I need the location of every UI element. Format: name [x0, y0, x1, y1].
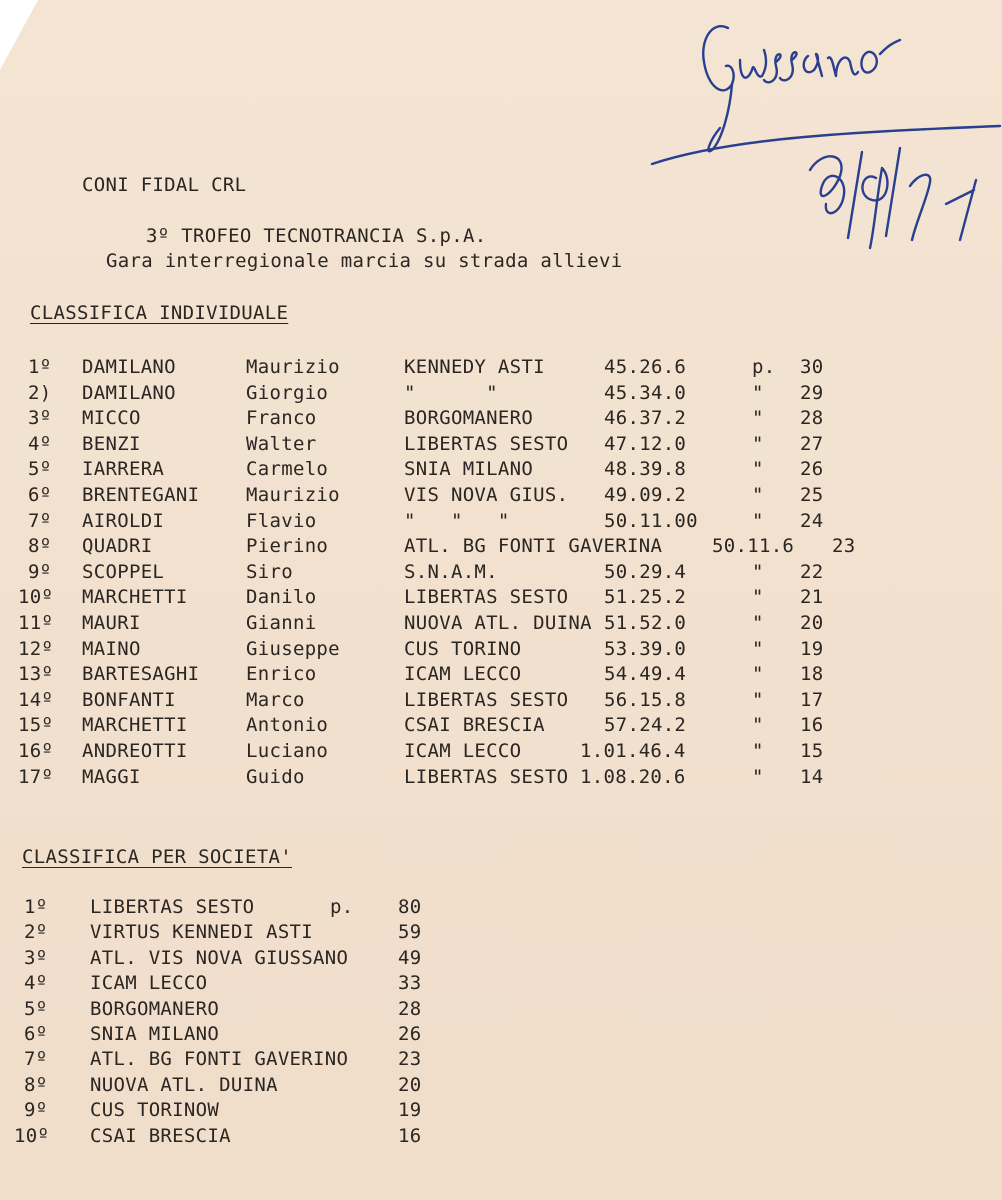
individual-club: LIBERTAS SESTO [404, 688, 569, 711]
society-club: LIBERTAS SESTO [90, 896, 255, 918]
individual-name: Carmelo [246, 458, 329, 481]
individual-pos: 8º [28, 535, 52, 558]
society-points: 33 [398, 972, 422, 995]
individual-name: Maurizio [246, 356, 340, 378]
society-points: 23 [398, 1048, 422, 1071]
individual-pos: 4º [28, 432, 52, 455]
society-club: NUOVA ATL. DUINA [90, 1073, 278, 1096]
society-points: 49 [398, 946, 422, 969]
individual-club: S.N.A.M. [404, 560, 498, 583]
handwritten-date [810, 148, 976, 248]
society-pos: 6º [24, 1023, 48, 1045]
individual-club: " " [404, 381, 498, 404]
society-points: 59 [398, 921, 422, 944]
individual-heading: CLASSIFICA INDIVIDUALE [30, 302, 289, 324]
society-points: 80 [398, 896, 422, 918]
individual-club: LIBERTAS SESTO [404, 432, 569, 455]
individual-p: " [752, 586, 764, 609]
individual-points: 30 [800, 356, 824, 378]
header-org: CONI FIDAL CRL [82, 174, 247, 196]
individual-club: SNIA MILANO [404, 458, 534, 481]
society-pos: 4º [24, 972, 48, 995]
individual-surname: MAGGI [82, 765, 141, 788]
individual-surname: SCOPPEL [82, 560, 165, 583]
document-subtitle: Gara interregionale marcia su strada allievi [106, 250, 623, 272]
individual-time: 53.39.0 [604, 637, 687, 660]
individual-p: " [752, 612, 764, 634]
folded-corner [0, 0, 38, 70]
individual-p: " [752, 432, 764, 455]
individual-pos: 11º [18, 612, 54, 634]
individual-surname: BARTESAGHI [82, 663, 200, 686]
individual-pos: 13º [18, 663, 54, 686]
individual-club: VIS NOVA GIUS. [404, 484, 569, 506]
individual-p: " [752, 381, 764, 404]
individual-club: BORGOMANERO [404, 407, 534, 430]
society-club: BORGOMANERO [90, 997, 220, 1020]
individual-time: 57.24.2 [604, 714, 687, 737]
society-heading: CLASSIFICA PER SOCIETA' [22, 846, 292, 868]
individual-pos: 14º [18, 688, 54, 711]
society-club: SNIA MILANO [90, 1023, 220, 1045]
society-p: p. [330, 896, 354, 918]
individual-name: Siro [246, 560, 293, 583]
individual-points: 19 [800, 637, 824, 660]
society-pos: 10º [14, 1124, 50, 1147]
society-pos: 7º [24, 1048, 48, 1071]
individual-pos: 16º [18, 740, 54, 762]
individual-club: CSAI BRESCIA [404, 714, 545, 737]
individual-p: " [752, 637, 764, 660]
individual-surname: MARCHETTI [82, 586, 188, 609]
individual-p: p. [752, 356, 776, 378]
individual-points: 16 [800, 714, 824, 737]
individual-name: Luciano [246, 740, 329, 762]
individual-points: 24 [800, 509, 824, 532]
individual-time: 50.11.6 [712, 535, 795, 558]
society-club: ATL. VIS NOVA GIUSSANO [90, 946, 349, 969]
individual-club: ICAM LECCO [404, 663, 522, 686]
individual-points: 14 [800, 765, 824, 788]
individual-p: " [752, 509, 764, 532]
individual-time: 47.12.0 [604, 432, 687, 455]
individual-p: " [752, 714, 764, 737]
individual-points: 15 [800, 740, 824, 762]
individual-club: KENNEDY ASTI [404, 356, 545, 378]
individual-time: 51.25.2 [604, 586, 687, 609]
individual-p: " [752, 688, 764, 711]
individual-name: Walter [246, 432, 317, 455]
individual-p: " [752, 765, 764, 788]
individual-name: Guido [246, 765, 305, 788]
individual-surname: BONFANTI [82, 688, 176, 711]
individual-surname: BRENTEGANI [82, 484, 200, 506]
individual-p: " [752, 740, 764, 762]
individual-pos: 12º [18, 637, 54, 660]
individual-time: 56.15.8 [604, 688, 687, 711]
individual-pos: 6º [28, 484, 52, 506]
individual-name: Marco [246, 688, 305, 711]
society-pos: 2º [24, 921, 48, 944]
individual-surname: MICCO [82, 407, 141, 430]
individual-club: NUOVA ATL. DUINA [404, 612, 592, 634]
individual-club: LIBERTAS SESTO [404, 765, 569, 788]
society-pos: 3º [24, 946, 48, 969]
individual-pos: 3º [28, 407, 52, 430]
society-points: 16 [398, 1124, 422, 1147]
society-pos: 9º [24, 1099, 48, 1122]
individual-surname: BENZI [82, 432, 141, 455]
individual-club: " " " [404, 509, 510, 532]
individual-p: " [752, 458, 764, 481]
society-points: 20 [398, 1073, 422, 1096]
society-club: CUS TORINOW [90, 1099, 220, 1122]
individual-time: 50.11.00 [604, 509, 698, 532]
individual-club: ICAM LECCO [404, 740, 522, 762]
individual-name: Gianni [246, 612, 317, 634]
individual-name: Antonio [246, 714, 329, 737]
society-pos: 8º [24, 1073, 48, 1096]
individual-pos: 2) [28, 381, 52, 404]
individual-name: Danilo [246, 586, 317, 609]
individual-time: 51.52.0 [604, 612, 687, 634]
society-pos: 5º [24, 997, 48, 1020]
individual-time: 49.09.2 [604, 484, 687, 506]
individual-name: Flavio [246, 509, 317, 532]
individual-p: " [752, 560, 764, 583]
individual-surname: MAURI [82, 612, 141, 634]
individual-pos: 7º [28, 509, 52, 532]
handwritten-underline [652, 126, 1000, 164]
individual-pos: 15º [18, 714, 54, 737]
individual-points: 21 [800, 586, 824, 609]
individual-time: 50.29.4 [604, 560, 687, 583]
individual-p: " [752, 484, 764, 506]
individual-surname: MARCHETTI [82, 714, 188, 737]
individual-points: 25 [800, 484, 824, 506]
society-points: 28 [398, 997, 422, 1020]
individual-surname: QUADRI [82, 535, 153, 558]
individual-club: LIBERTAS SESTO [404, 586, 569, 609]
society-pos: 1º [24, 896, 48, 918]
society-points: 26 [398, 1023, 422, 1045]
individual-pos: 17º [18, 765, 54, 788]
individual-club: CUS TORINO [404, 637, 522, 660]
individual-time: 1.01.46.4 [580, 740, 686, 762]
society-club: ATL. BG FONTI GAVERINO [90, 1048, 349, 1071]
individual-name: Pierino [246, 535, 329, 558]
individual-club: ATL. BG FONTI GAVERINA [404, 535, 663, 558]
individual-surname: DAMILANO [82, 381, 176, 404]
society-club: ICAM LECCO [90, 972, 208, 995]
individual-time: 45.26.6 [604, 356, 687, 378]
individual-name: Giorgio [246, 381, 329, 404]
individual-p: " [752, 407, 764, 430]
individual-pos: 1º [28, 356, 52, 378]
individual-p: " [752, 663, 764, 686]
society-club: CSAI BRESCIA [90, 1124, 231, 1147]
individual-surname: IARRERA [82, 458, 165, 481]
individual-pos: 9º [28, 560, 52, 583]
individual-points: 26 [800, 458, 824, 481]
handwritten-annotation [600, 0, 1002, 260]
individual-points: 23 [832, 535, 856, 558]
individual-points: 22 [800, 560, 824, 583]
individual-time: 1.08.20.6 [580, 765, 686, 788]
individual-points: 20 [800, 612, 824, 634]
document-title: 3º TROFEO TECNOTRANCIA S.p.A. [146, 225, 487, 247]
individual-name: Franco [246, 407, 317, 430]
individual-time: 48.39.8 [604, 458, 687, 481]
individual-surname: AIROLDI [82, 509, 165, 532]
individual-name: Giuseppe [246, 637, 340, 660]
individual-surname: DAMILANO [82, 356, 176, 378]
individual-points: 18 [800, 663, 824, 686]
individual-time: 46.37.2 [604, 407, 687, 430]
individual-points: 17 [800, 688, 824, 711]
individual-time: 45.34.0 [604, 381, 687, 404]
individual-pos: 5º [28, 458, 52, 481]
individual-surname: MAINO [82, 637, 141, 660]
individual-time: 54.49.4 [604, 663, 687, 686]
society-club: VIRTUS KENNEDI ASTI [90, 921, 314, 944]
individual-points: 29 [800, 381, 824, 404]
individual-points: 27 [800, 432, 824, 455]
society-points: 19 [398, 1099, 422, 1122]
individual-pos: 10º [18, 586, 54, 609]
individual-surname: ANDREOTTI [82, 740, 188, 762]
individual-name: Enrico [246, 663, 317, 686]
individual-name: Maurizio [246, 484, 340, 506]
individual-points: 28 [800, 407, 824, 430]
